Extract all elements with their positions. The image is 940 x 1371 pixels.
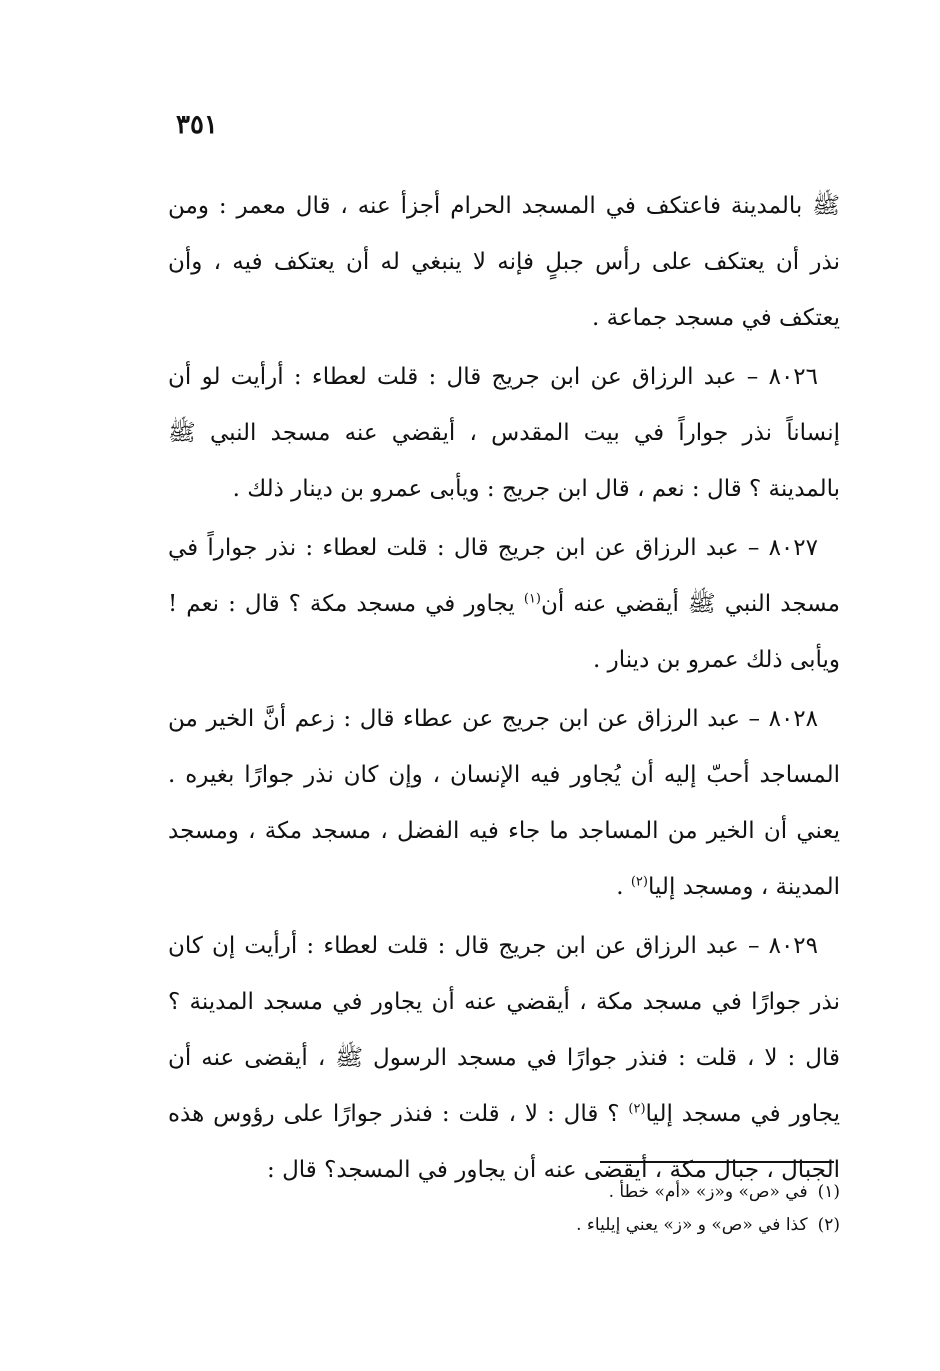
paragraph-8028 bbox=[168, 691, 840, 915]
footnote-number: (١) bbox=[817, 1182, 840, 1202]
paragraph-8027 bbox=[168, 520, 840, 688]
footnote-reference: (٢) bbox=[630, 874, 648, 890]
footnote-2 bbox=[300, 1209, 840, 1242]
paragraph-text: عبد الرزاق عن ابن جريج قال : قلت لعطاء : أرأيت لو أن إنساناً نذر جواراً في بيت المقدس ، أيقضي عنه مسجد النبي ﷺ بالمدينة ؟ قال : نعم ، قال ابن جريج : ويأبى عمرو بن دينار ذلك . bbox=[168, 364, 840, 502]
paragraph-text: عبد الرزاق عن ابن جريج قال : قلت لعطاء : أرأيت إن كان نذر جوارًا في مسجد مكة ، أيقضي عنه أن يجاور في مسجد المدينة ؟ قال : لا ، قلت : فنذر جوارًا في مسجد الرسول ﷺ ، أيقضى عنه أن يجاور في مسجد إليا bbox=[168, 933, 840, 1127]
body-text bbox=[168, 178, 840, 1198]
footnote-reference: (٢) bbox=[628, 1101, 646, 1117]
paragraph-8029 bbox=[168, 918, 840, 1198]
paragraph-text-continued: . bbox=[616, 874, 631, 900]
footnote-text: كذا في «ص» و «ز» يعني إيلياء . bbox=[576, 1215, 808, 1235]
footnote-reference: (١) bbox=[523, 591, 541, 607]
paragraph-continuation bbox=[168, 178, 840, 346]
footnote-number: (٢) bbox=[817, 1215, 840, 1235]
paragraph-text: عبد الرزاق عن ابن جريج عن عطاء قال : زعم أنَّ الخير من المساجد أحبّ إليه أن يُجاور فيه الإنسان ، وإن كان نذر جوارًا بغيره . يعني أن الخير من المساجد ما جاء فيه الفضل ، مسجد مكة ، ومسجد المدينة ، ومسجد إليا bbox=[168, 706, 840, 900]
page-number: ٣٥١ bbox=[176, 110, 218, 140]
paragraph-text: عبد الرزاق عن ابن جريج قال : قلت لعطاء : نذر جواراً في مسجد النبي ﷺ أيقضي عنه أن bbox=[168, 535, 840, 617]
paragraph-text: ﷺ بالمدينة فاعتكف في المسجد الحرام أجزأ عنه ، قال معمر : ومن نذر أن يعتكف على رأس جبلٍ فإنه لا ينبغي له أن يعتكف فيه ، وأن يعتكف في مسجد جماعة . bbox=[168, 193, 840, 331]
footnote-text: في «ص» و«ز» «أم» خطأ . bbox=[608, 1182, 808, 1202]
hadith-number: ٨٠٢٧ – bbox=[747, 535, 818, 561]
hadith-number: ٨٠٢٦ – bbox=[746, 364, 819, 390]
paragraph-8026 bbox=[168, 349, 840, 517]
paragraph-text-continued: ؟ قال : لا ، قلت : فنذر جوارًا على رؤوس هذه الجبال ، جبال مكة ، أيقضى عنه أن يجاور في المسجد؟ قال : bbox=[168, 1101, 840, 1183]
paragraph-text-continued: يجاور في مسجد مكة ؟ قال : نعم ! ويأبى ذلك عمرو بن دينار . bbox=[168, 591, 840, 673]
footnotes bbox=[300, 1176, 840, 1242]
footnote-1 bbox=[300, 1176, 840, 1209]
footnote-separator bbox=[600, 1161, 834, 1163]
hadith-number: ٨٠٢٨ – bbox=[748, 706, 819, 732]
hadith-number: ٨٠٢٩ – bbox=[747, 933, 819, 959]
